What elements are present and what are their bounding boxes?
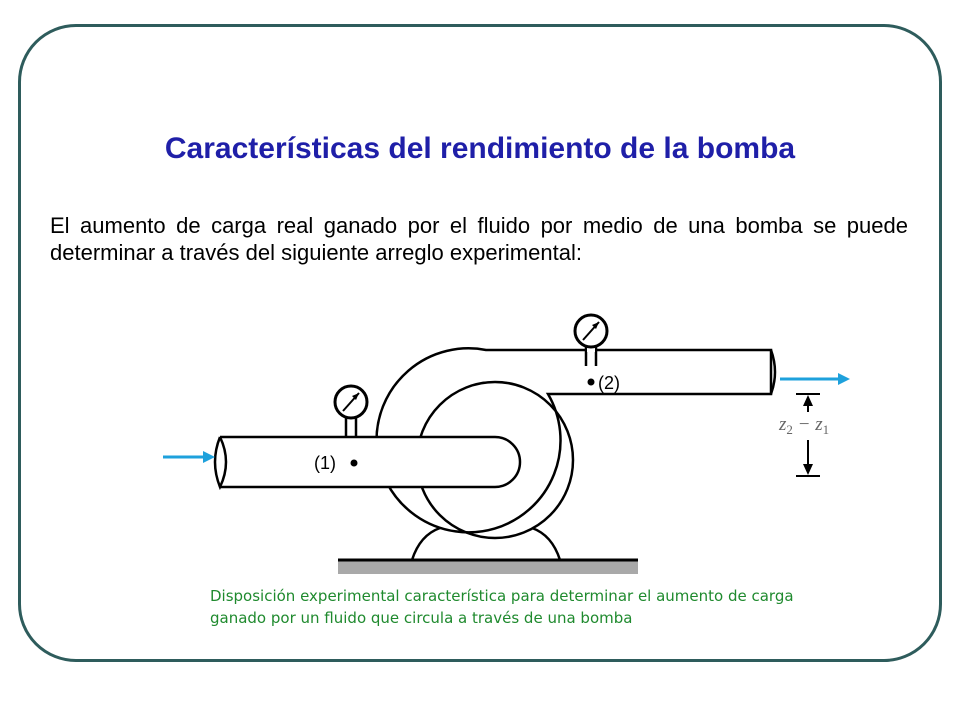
elevation-sub-1: 1: [822, 422, 830, 437]
gauge-2-stem-mask: [587, 348, 595, 352]
suction-pipe-end: [215, 437, 226, 487]
elevation-z2: z: [779, 414, 787, 435]
elevation-minus: −: [792, 414, 816, 435]
point-2-label: (2): [598, 373, 620, 393]
slide-title: Características del rendimiento de la bomba: [164, 132, 796, 165]
pump-foot-right: [532, 528, 560, 560]
pump-foot-left: [412, 528, 440, 560]
point-1-marker: [351, 460, 358, 467]
elevation-z1: z: [815, 414, 823, 435]
inlet-arrow-head: [203, 451, 215, 463]
elevation-label: [778, 414, 829, 437]
outlet-arrow-head: [838, 373, 850, 385]
slide-body-text: El aumento de carga real ganado por el fluido por medio de una bomba se puede determinar a través del siguiente arreglo experimental:: [50, 213, 908, 265]
elevation-sub-2: 2: [786, 422, 793, 437]
diagram-caption: Disposición experimental característica para determinar el aumento de carga ganado por un fluido que circula a través de una bomba: [210, 587, 794, 627]
suction-pipe: [220, 437, 520, 487]
ground-shading: [338, 560, 638, 574]
elevation-down-arrowhead: [803, 464, 813, 475]
point-2-marker: [588, 379, 595, 386]
point-1-label: (1): [314, 453, 336, 473]
